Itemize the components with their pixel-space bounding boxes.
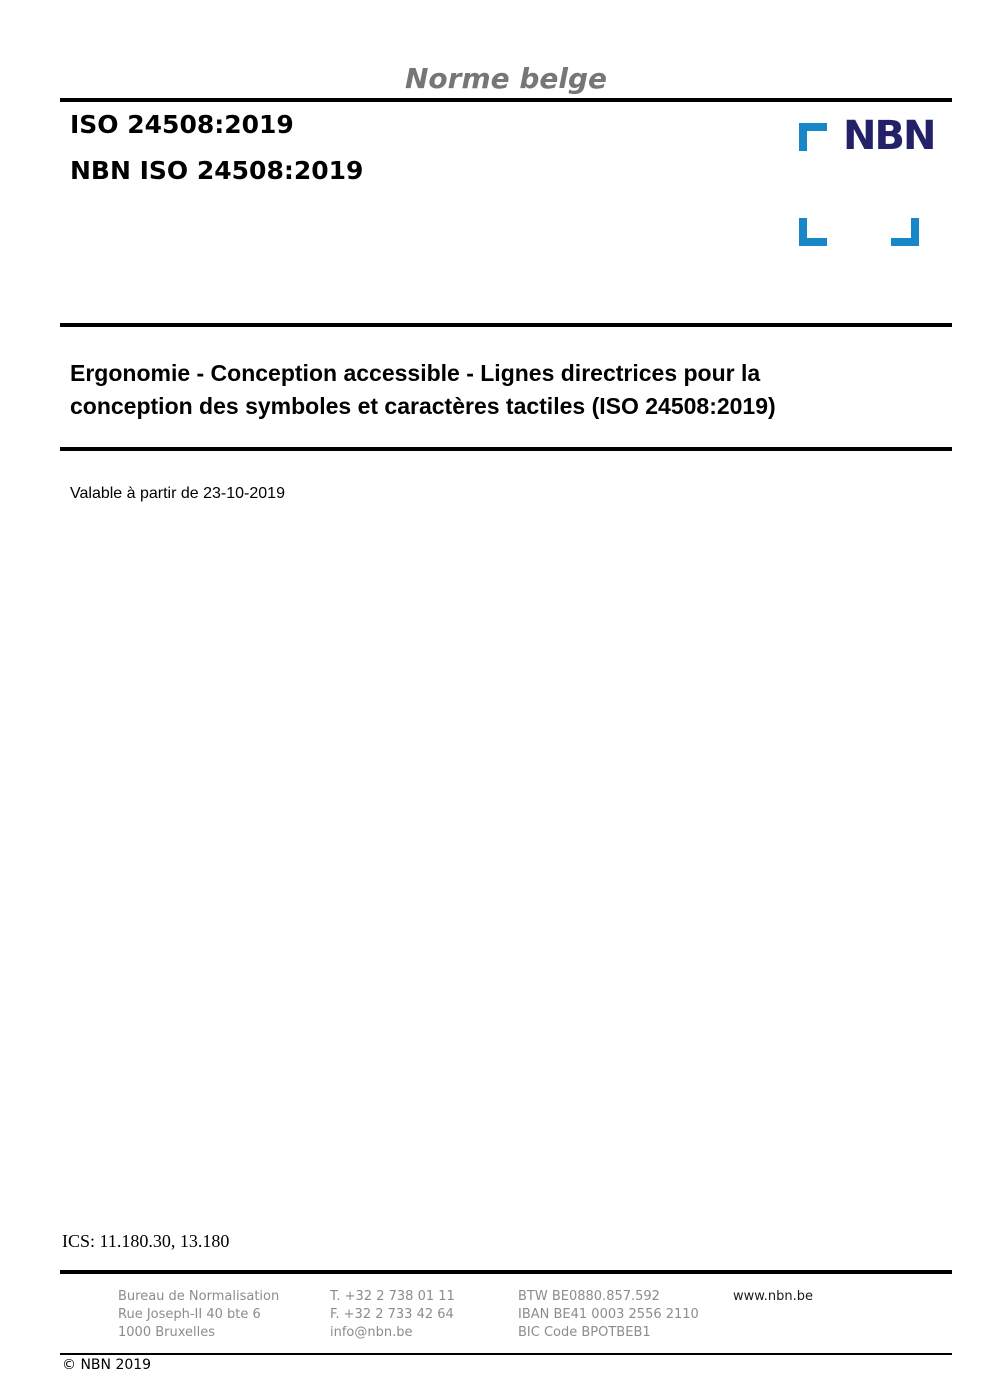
footer-website: www.nbn.be [733, 1289, 813, 1304]
title-top-divider [60, 323, 952, 327]
nbn-logo-text: NBN [843, 113, 935, 159]
footer-top-divider [60, 1270, 952, 1274]
document-type-label: Norme belge [404, 62, 608, 95]
logo-corner-top-left-icon [799, 123, 827, 151]
footer-bic: BIC Code BPOTBEB1 [518, 1325, 651, 1340]
footer-contact [330, 1288, 455, 1342]
footer-iban: IBAN BE41 0003 2556 2110 [518, 1307, 699, 1322]
footer-bottom-divider [60, 1353, 952, 1355]
header-divider [60, 98, 952, 102]
document-title-line-1: Ergonomie - Conception accessible - Lignes directrices pour la [70, 360, 761, 386]
copyright-notice: © NBN 2019 [62, 1357, 152, 1373]
nbn-reference: NBN ISO 24508:2019 [70, 156, 364, 185]
logo-corner-bottom-right-icon [891, 218, 919, 246]
document-title-line-2: conception des symboles et caractères tactiles (ISO 24508:2019) [70, 393, 776, 419]
footer-finance [518, 1288, 699, 1342]
footer-email: info@nbn.be [330, 1325, 413, 1340]
footer-phone: T. +32 2 738 01 11 [330, 1289, 455, 1304]
ics-codes: ICS: 11.180.30, 13.180 [62, 1231, 230, 1251]
footer-btw: BTW BE0880.857.592 [518, 1289, 660, 1304]
footer-address-line-2: Rue Joseph-II 40 bte 6 [118, 1307, 261, 1322]
footer-fax: F. +32 2 733 42 64 [330, 1307, 454, 1322]
footer-address [118, 1288, 279, 1342]
validity-date: Valable à partir de 23-10-2019 [70, 485, 285, 502]
footer-address-line-3: 1000 Bruxelles [118, 1325, 216, 1340]
document-title [70, 357, 960, 423]
iso-reference: ISO 24508:2019 [70, 110, 294, 139]
footer-address-line-1: Bureau de Normalisation [118, 1289, 280, 1304]
logo-corner-bottom-left-icon [799, 218, 827, 246]
title-bottom-divider [60, 447, 952, 451]
